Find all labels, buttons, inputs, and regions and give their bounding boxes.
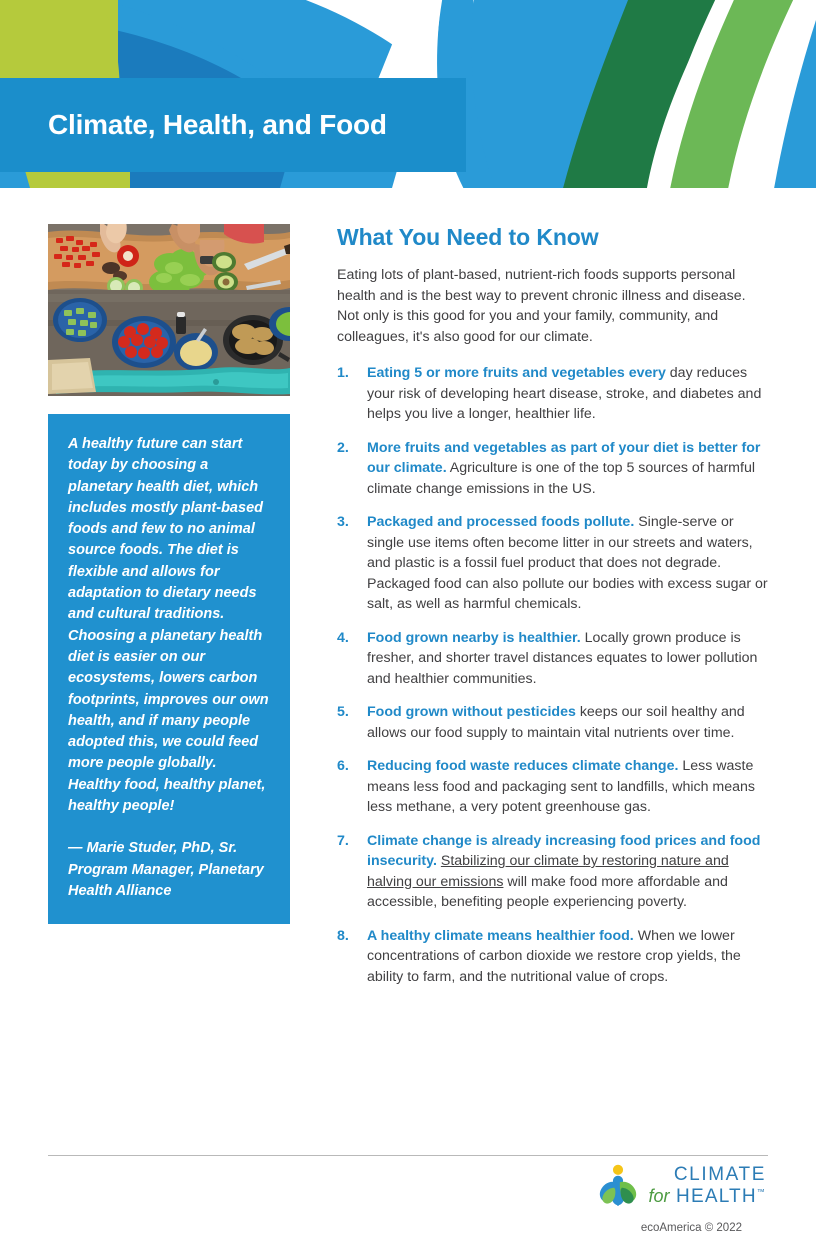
logo-wordmark <box>649 1165 766 1206</box>
fact-item <box>337 756 768 818</box>
fact-lead: A healthy climate means healthier food. <box>367 927 634 944</box>
fact-item <box>337 363 768 425</box>
fact-item <box>337 702 768 743</box>
logo-health-text: HEALTH <box>676 1185 757 1207</box>
quote-attribution: — Marie Studer, PhD, Sr. Program Manager, Planetary Health Alliance <box>68 840 264 899</box>
sun-icon <box>612 1165 622 1175</box>
fact-item <box>337 512 768 615</box>
page-title: Climate, Health, and Food <box>48 109 387 140</box>
fact-lead: Food grown without pesticides <box>367 704 576 720</box>
fact-body: Locally grown produce is fresher, and shorter travel distances equates to lower pollution and healthier communities. <box>367 629 758 687</box>
fact-body: keeps our soil healthy and allows our food supply to maintain vital nutrients over time. <box>367 704 745 741</box>
fact-lead: Climate change is already increasing food prices and food insecurity. <box>367 832 761 869</box>
logo-climate-text: CLIMATE <box>673 1163 766 1185</box>
quote-text: A healthy future can start today by choosing a planetary health diet, which includes mostly plant-based foods and few to no animal source foods. The diet is flexible and allows for adaptation to dietary needs and cultural traditions. Choosing a planetary health diet is easier on our ecosystems, lowers carbon footprints, improves our own health, and if many people adopted this, we could feed more people globally. Healthy food, healthy planet, healthy people! <box>68 436 269 815</box>
facts-list <box>337 363 768 987</box>
main-column <box>290 224 768 1000</box>
fact-body: When we lower concentrations of carbon dioxide we restore crop yields, the ability to farm, and the nutritional value of crops. <box>367 927 741 985</box>
fact-item <box>337 926 768 988</box>
fact-body: Agriculture is one of the top 5 sources of harmful climate change emissions in the US. <box>367 460 755 497</box>
fact-lead: Food grown nearby is healthier. <box>367 629 581 646</box>
two-column-layout <box>0 200 816 1000</box>
section-heading: What You Need to Know <box>337 224 599 250</box>
pull-quote-box <box>48 414 290 924</box>
fact-lead: Reducing food waste reduces climate change. <box>367 758 679 774</box>
fact-body: day reduces your risk of developing heart disease, stroke, and diabetes and helps you live a longer, healthier life. <box>367 365 762 422</box>
footer <box>48 1162 768 1234</box>
logo-for-text: for <box>648 1185 670 1206</box>
banner-title-bar <box>0 78 466 172</box>
fact-body: Less waste means less food and packaging sent to landfills, which means less methane, a very potent greenhouse gas. <box>367 758 756 815</box>
fact-item <box>337 628 768 690</box>
fact-lead: More fruits and vegetables as part of your diet is better for our climate. <box>367 439 761 476</box>
food-photo-graphic <box>48 224 290 396</box>
food-photo <box>48 224 290 396</box>
page-body <box>0 200 816 1234</box>
logo-trademark: ™ <box>756 1187 766 1197</box>
fact-item <box>337 438 768 500</box>
copyright-text: ecoAmerica © 2022 <box>640 1222 742 1234</box>
climate-for-health-logo <box>595 1162 766 1208</box>
lotus-person-logo-icon <box>595 1162 641 1208</box>
fact-lead: Eating 5 or more fruits and vegetables every <box>367 365 666 381</box>
footer-divider <box>48 1155 768 1156</box>
header-banner <box>0 0 816 200</box>
fact-body: will make food more affordable and accessible, benefiting people experiencing poverty. <box>367 873 728 910</box>
left-column <box>48 224 290 1000</box>
fact-body: Single-serve or single use items often become litter in our streets and waters, and plastic is a fossil fuel product that does not degrade. Packaged food can also pollute our bodies with excess sugar or salt, as well as harmful chemicals. <box>367 514 768 612</box>
intro-paragraph: Eating lots of plant-based, nutrient-rich foods supports personal health and is the best way to prevent chronic illness and disease. Not only is this good for you and your family, community, and colleagues, it's also good for our climate. <box>337 267 746 345</box>
logo-for-health-line <box>649 1187 766 1206</box>
fact-item <box>337 831 768 913</box>
fact-lead: Packaged and processed foods pollute. <box>367 514 635 530</box>
fact-inline-link[interactable]: Stabilizing our climate by restoring nature and halving our emissions <box>367 853 729 890</box>
